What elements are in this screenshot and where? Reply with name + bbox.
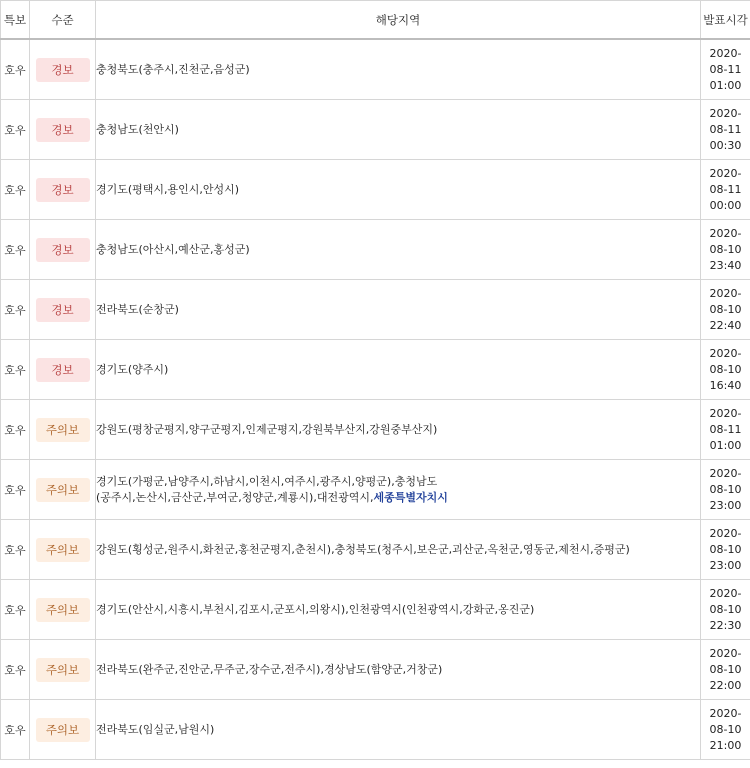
table-row [1,220,750,280]
level-badge: 주의보 [36,418,90,442]
region-cell [96,580,701,640]
issued-time: 00:30 [709,138,742,152]
region-cell [96,220,701,280]
issued-date-year: 2020- [709,226,742,240]
warning-level-cell [30,580,96,640]
issued-date-md: 08-10 [709,602,742,616]
region-cell [96,520,701,580]
issued-date-year: 2020- [709,46,742,60]
issued-time-cell [701,160,750,220]
issued-time: 23:00 [709,498,742,512]
region-cell [96,100,701,160]
issued-date-year: 2020- [709,466,742,480]
issued-time-cell [701,400,750,460]
region-highlight-text: 세종특별자치시 [373,490,448,504]
region-cell [96,460,701,520]
region-text: 충청북도(충주시,진천군,음성군) [96,62,250,76]
region-text: 전라북도(완주군,진안군,무주군,장수군,전주시),경상남도(함양군,거창군) [96,662,443,676]
level-badge: 주의보 [36,658,90,682]
region-cell [96,280,701,340]
issued-time: 22:40 [709,318,742,332]
issued-date-year: 2020- [709,106,742,120]
issued-date-md: 08-11 [709,422,742,436]
table-row [1,580,750,640]
level-badge: 경보 [36,118,90,142]
warning-type-cell: 호우 [1,280,30,340]
warning-type-cell: 호우 [1,340,30,400]
warning-level-cell [30,640,96,700]
warning-level-cell [30,400,96,460]
issued-time-cell [701,280,750,340]
issued-date-md: 08-11 [709,182,742,196]
warning-type-cell: 호우 [1,220,30,280]
region-cell [96,160,701,220]
warning-type-cell: 호우 [1,400,30,460]
header-time: 발표시각 [701,1,750,40]
warning-type-cell: 호우 [1,580,30,640]
issued-time: 00:00 [709,198,742,212]
region-cell [96,700,701,760]
issued-time: 01:00 [709,438,742,452]
level-badge: 경보 [36,58,90,82]
issued-time: 23:40 [709,258,742,272]
warning-type-cell: 호우 [1,700,30,760]
warning-level-cell [30,39,96,100]
issued-time-cell [701,700,750,760]
region-text: 충청남도(아산시,예산군,홍성군) [96,242,250,256]
issued-date-md: 08-11 [709,62,742,76]
region-text: (공주시,논산시,금산군,부여군,청양군,계룡시),대전광역시, [96,490,374,504]
header-level: 수준 [30,1,96,40]
level-badge: 주의보 [36,718,90,742]
warning-level-cell [30,100,96,160]
issued-date-md: 08-10 [709,722,742,736]
table-row [1,160,750,220]
issued-time: 01:00 [709,78,742,92]
issued-time-cell [701,580,750,640]
issued-time: 16:40 [709,378,742,392]
issued-date-year: 2020- [709,706,742,720]
table-row [1,100,750,160]
level-badge: 주의보 [36,478,90,502]
level-badge: 경보 [36,298,90,322]
warning-level-cell [30,700,96,760]
region-text: 강원도(횡성군,원주시,화천군,홍천군평지,춘천시),충청북도(청주시,보은군,괴산군,옥천군,영동군,제천시,증평군) [96,542,630,556]
warning-type-cell: 호우 [1,39,30,100]
warning-level-cell [30,280,96,340]
region-text: 충청남도(천안시) [96,122,179,136]
header-type: 특보 [1,1,30,40]
issued-date-year: 2020- [709,166,742,180]
issued-time: 23:00 [709,558,742,572]
region-cell [96,39,701,100]
table-row [1,400,750,460]
region-text: 경기도(안산시,시흥시,부천시,김포시,군포시,의왕시),인천광역시(인천광역시,강화군,옹진군) [96,602,535,616]
warning-type-cell: 호우 [1,100,30,160]
issued-date-year: 2020- [709,526,742,540]
issued-date-md: 08-10 [709,302,742,316]
level-badge: 경보 [36,238,90,262]
issued-date-md: 08-11 [709,122,742,136]
issued-date-md: 08-10 [709,242,742,256]
region-cell [96,340,701,400]
issued-date-md: 08-10 [709,662,742,676]
level-badge: 주의보 [36,538,90,562]
warning-level-cell [30,160,96,220]
region-text: 전라북도(순창군) [96,302,179,316]
issued-time: 22:30 [709,618,742,632]
issued-time-cell [701,640,750,700]
issued-date-year: 2020- [709,346,742,360]
issued-date-md: 08-10 [709,542,742,556]
level-badge: 주의보 [36,598,90,622]
issued-date-md: 08-10 [709,482,742,496]
warning-level-cell [30,220,96,280]
region-text: 경기도(평택시,용인시,안성시) [96,182,240,196]
issued-time: 22:00 [709,678,742,692]
issued-time-cell [701,100,750,160]
level-badge: 경보 [36,358,90,382]
issued-time: 21:00 [709,738,742,752]
warning-level-cell [30,520,96,580]
warning-type-cell: 호우 [1,460,30,520]
table-row [1,39,750,100]
warning-level-cell [30,460,96,520]
region-text: 경기도(가평군,남양주시,하남시,이천시,여주시,광주시,양평군),충청남도 [96,474,438,488]
table-row [1,340,750,400]
level-badge: 경보 [36,178,90,202]
issued-time-cell [701,520,750,580]
table-body [1,39,750,760]
issued-date-year: 2020- [709,646,742,660]
issued-date-md: 08-10 [709,362,742,376]
region-text: 경기도(양주시) [96,362,169,376]
region-cell [96,400,701,460]
issued-time-cell [701,220,750,280]
table-header [1,1,750,40]
region-text: 전라북도(임실군,남원시) [96,722,215,736]
issued-date-year: 2020- [709,286,742,300]
warning-type-cell: 호우 [1,160,30,220]
table-row [1,280,750,340]
issued-date-year: 2020- [709,406,742,420]
warning-type-cell: 호우 [1,640,30,700]
issued-date-year: 2020- [709,586,742,600]
region-text: 강원도(평창군평지,양구군평지,인제군평지,강원북부산지,강원중부산지) [96,422,438,436]
table-row [1,700,750,760]
issued-time-cell [701,460,750,520]
header-region: 해당지역 [96,1,701,40]
region-cell [96,640,701,700]
issued-time-cell [701,39,750,100]
header-row [1,1,750,40]
table-row [1,640,750,700]
table-row [1,460,750,520]
warning-level-cell [30,340,96,400]
warning-type-cell: 호우 [1,520,30,580]
issued-time-cell [701,340,750,400]
table-row [1,520,750,580]
